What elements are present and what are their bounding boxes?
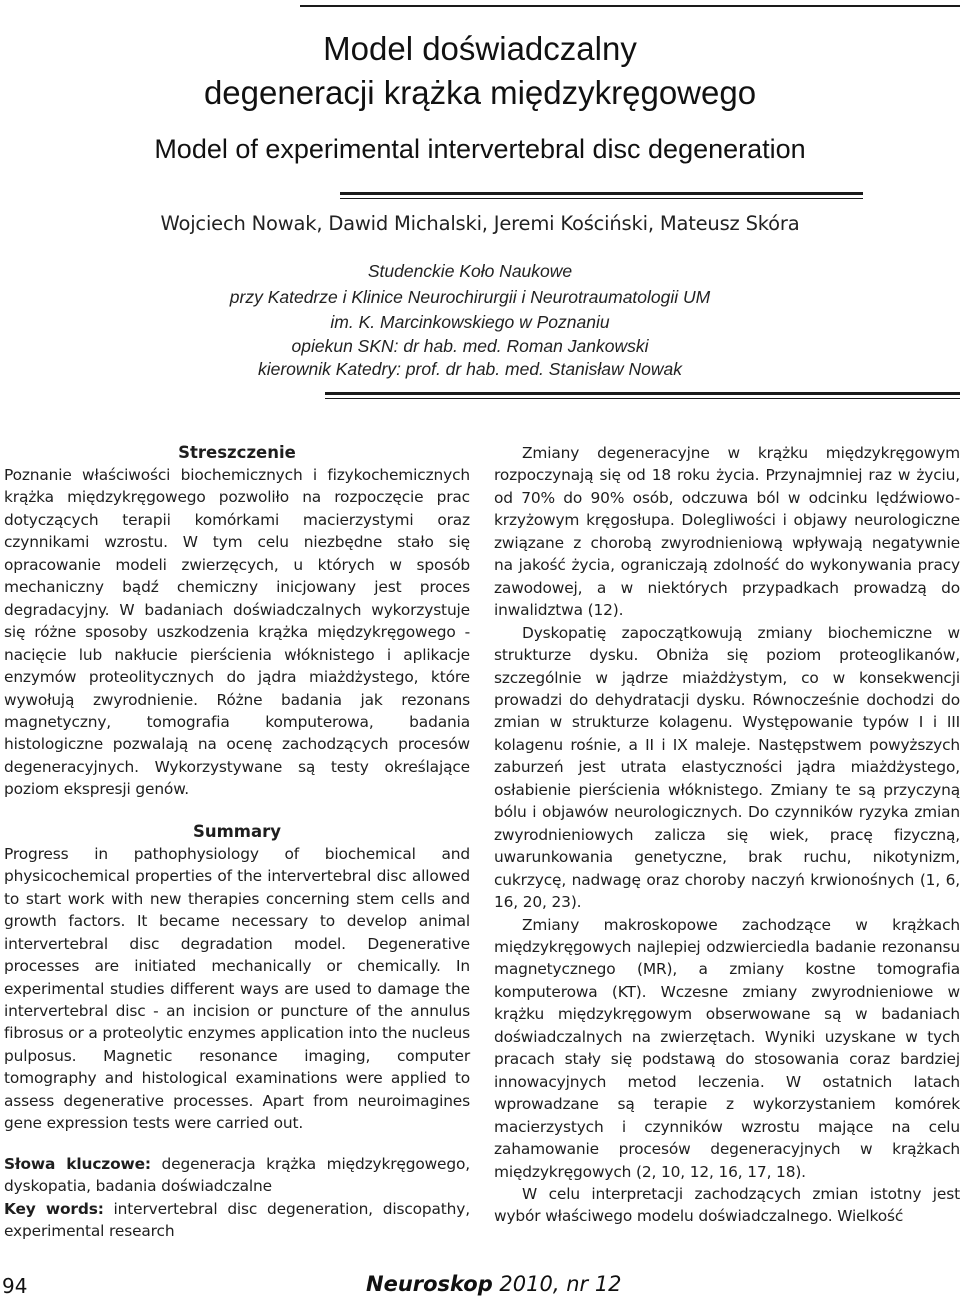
keywords-polish-label: Słowa kluczowe: <box>4 1154 151 1173</box>
body-paragraph: Zmiany degeneracyjne w krążku międzykręgowym rozpoczynają się od 18 roku życia. Przynajmniej raz w życiu, od 70% do 90% osób, odczuwa ból w odcinku lędźwiowo- krzyżowym kręgosłupa. Dolegliwości i objawy neurologiczne związane z chorobą zwyrodnieniową wpływają negatywnie na jakość życia, ograniczają zdolność do wykonywania pracy zawodowej, a w niektórych przypadkach prowadzą do inwalidztwa (12). <box>494 444 960 620</box>
affiliation-divider-thick <box>325 392 960 395</box>
page-number: 94 <box>2 1274 28 1298</box>
affiliation-line: im. K. Marcinkowskiego w Poznaniu <box>330 312 610 332</box>
title-divider-thin <box>340 198 863 199</box>
journal-issue: 2010, nr 12 <box>492 1272 622 1296</box>
streszczenie-heading: Streszczenie <box>178 443 296 462</box>
keywords-block <box>4 1153 470 1243</box>
keywords-english <box>4 1198 470 1243</box>
affiliation-line: Studenckie Koło Naukowe <box>367 261 573 281</box>
summary-heading: Summary <box>192 821 282 841</box>
title-polish-line1: Model doświadczalny <box>323 30 637 67</box>
title-polish-line2: degeneracji krążka międzykręgowego <box>203 74 757 111</box>
keywords-polish <box>4 1153 470 1198</box>
title-divider-thick <box>340 192 863 195</box>
keywords-english-text: intervertebral disc degeneration, discopathy, experimental research <box>4 1199 470 1241</box>
streszczenie-text: Poznanie właściwości biochemicznych i fizykochemicznych krążka międzykręgowego pozwoliło na rozpoczęcie prac dotyczących terapii komórkami macierzystymi oraz czynnikami wzrostu. W tym celu niezbędne stało się opracowanie modeli zwierzęcych, u których w sposób mechaniczny bądź chemiczny inicjowany jest proces degradacyjny. W badaniach doświadczalnych wykorzystuje się różne sposoby uszkodzenia krążka międzykręgowego - nacięcie lub nakłucie pierścienia włóknistego i aplikacje enzymów proteolitycznych do jądra miażdżystego, które wywołują zwyrodnienie. Różne badania jak rezonans magnetyczny, tomografia komputerowa, badania histologiczne pozwalają na ocenę zachodzących procesów degeneracyjnych. Wykorzystywane są testy określające poziom ekspresji genów. <box>4 466 470 799</box>
journal-footer <box>366 1272 622 1296</box>
top-rule <box>300 5 960 7</box>
body-paragraph: Zmiany makroskopowe zachodzące w krążkach międzykręgowych najlepiej odzwierciedla badanie rezonansu magnetycznego (MR), a zmiany kostne tomografia komputerowa (KT). Wczesne zmiany zwyrodnieniowe w krążku międzykręgowym obserwowane są w badaniach doświadczalnych na zwierzętach. Wyniki uzyskane w tych pracach stały się podstawą do stosowania coraz bardziej innowacyjnych metod leczenia. W ostatnich latach wprowadzane są terapie z wykorzystaniem komórek macierzystych i czynników wzrostu mające na celu zahamowanie procesów degeneracyjnych w krążkach międzykręgowych (2, 10, 12, 16, 17, 18). <box>494 915 960 1181</box>
affiliation-divider-thin <box>325 398 960 399</box>
keywords-polish-text: degeneracja krążka międzykręgowego, dyskopatia, badania doświadczalne <box>4 1154 470 1196</box>
authors: Wojciech Nowak, Dawid Michalski, Jeremi Kościński, Mateusz Skóra <box>160 212 800 235</box>
body-paragraph: Dyskopatię zapoczątkowują zmiany biochemiczne w strukturze dysku. Obniża się poziom proteoglikanów, szczególnie w jądrze miażdżystym, co w konsekwencji prowadzi do dehydratacji dysku. Równocześnie dochodzi do zmian w strukturze kolagenu. Występowanie typów I i III kolagenu rośnie, a II i IX maleje. Następstwem powyższych zaburzeń jest utrata elastyczności jądra miażdżystego, osłabienie pierścienia włóknistego. Zmiany te są przyczyną bólu i objawów neurologicznych. Do czynników ryzyka zmian zwyrodnieniowych zalicza się wiek, pracę fizyczną, uwarunkowania genetyczne, brak ruchu, nikotynizm, cukrzycę, nadwagę oraz choroby naczyń krwionośnych (1, 6, 16, 20, 23). <box>494 623 960 912</box>
body-paragraph: W celu interpretacji zachodzących zmian istotny jest wybór właściwego modelu doświadczalnego. Wielkość <box>494 1184 960 1226</box>
affiliation-line: kierownik Katedry: prof. dr hab. med. Stanisław Nowak <box>257 359 683 379</box>
right-column <box>494 442 960 1228</box>
left-column <box>4 442 470 1243</box>
affiliation-line: przy Katedrze i Klinice Neurochirurgii i Neurotraumatologii UM <box>229 287 711 307</box>
affiliation-line: opiekun SKN: dr hab. med. Roman Jankowski <box>291 336 649 356</box>
journal-name: Neuroskop <box>366 1272 493 1296</box>
title-english: Model of experimental intervertebral disc degeneration <box>154 134 806 164</box>
keywords-english-label: Key words: <box>4 1199 104 1218</box>
summary-text: Progress in pathophysiology of biochemical and physicochemical properties of the intervertebral disc allowed to start work with new therapies concerning stem cells and growth factors. It became necessary to develop animal intervertebral disc degradation model. Degenerative processes are initiated mechanically or chemically. In experimental studies different ways are used to damage the intervertebral disc - an incision or puncture of the annulus fibrosus or a proteolytic enzymes application into the nucleus pulposus. Magnetic resonance imaging, computer tomography and histological examinations were applied to assess degenerative processes. Apart from neuroimagines gene expression tests were carried out. <box>4 844 470 1133</box>
